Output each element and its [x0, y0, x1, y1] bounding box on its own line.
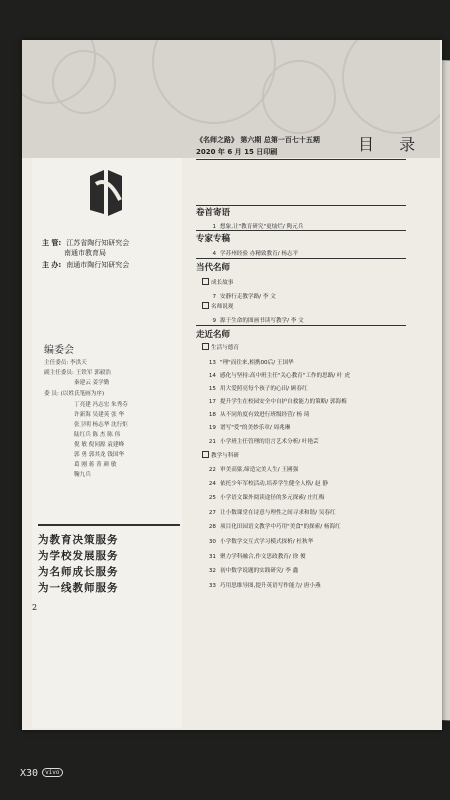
- slogan: 为一线教师服务: [38, 582, 119, 594]
- toc-item: 4 学苏州经验 办精致教育/ 杨志平: [212, 251, 299, 257]
- sponsor-label: 主 办:: [42, 261, 62, 269]
- committee-line: 郭 勇 郭其龙 钱国华: [74, 452, 125, 458]
- toc-item: 19 谱写"爱"的美妙乐章/ 周兆琳: [208, 425, 291, 431]
- toc-item: 32 初中数学说题的实践研究/ 李 鑫: [208, 568, 299, 574]
- toc-item: 17 提升学生在校园安全中自护自救能力的策略/ 郭海梅: [208, 399, 347, 405]
- toc-item: 27 让小数课堂在诗意与理性之间寻求和谐/ 吴春红: [208, 510, 336, 516]
- committee-line: 委 员: (以姓氏笔画为序): [44, 391, 105, 397]
- toc-item: 28 项目化田园语文教学中巧用"美食"的探索/ 杨海红: [208, 524, 341, 530]
- committee-line: 鞠九兵: [74, 472, 91, 478]
- sponsor-row-1b: [64, 248, 106, 258]
- toc-item: 33 巧用思维导图,提升英语写作能力/ 唐小燕: [208, 583, 321, 589]
- committee-line: 许新海 吴建英 张 华: [74, 412, 125, 418]
- toc-item: 9 源于生命的图画书读写教学/ 李 文: [212, 318, 304, 324]
- print-date-line: 2020 年 6 月 15 日印刷: [196, 148, 278, 156]
- toc-item: 1 想象,让"教育研究"更灿烂/ 陶元兵: [212, 224, 304, 230]
- subsection-title: 教学与科研: [202, 451, 239, 459]
- committee-line: 陆红兵 陈 杰 陈 伟: [74, 432, 121, 438]
- committee-line: 丁亮建 冯志宏 朱秀芬: [74, 402, 128, 408]
- committee-line: 副主任委员: 王铁军 郭毅浩: [44, 370, 111, 376]
- toc-item: 13 "理"而往来,相携00后/ 王国华: [208, 360, 294, 366]
- section-divider: [196, 230, 406, 231]
- sponsor-row-2: [42, 260, 129, 270]
- toc-title: 目 录: [358, 135, 426, 154]
- section-divider: [196, 258, 406, 259]
- toc-item: 30 小学数学交互式学习模式探析/ 杜秋华: [208, 539, 314, 545]
- sponsor-value: 江苏省陶行知研究会: [66, 239, 130, 247]
- committee-title: 编委会: [44, 345, 74, 356]
- section-title: 走近名师: [196, 330, 231, 340]
- toc-item: 21 小学班主任管理的语言艺术分析/ 叶艳芸: [208, 439, 319, 445]
- journal-issue-line: 《名师之路》 第六期 总第一百七十五期: [196, 136, 320, 144]
- subsection-title: 成长故事: [202, 278, 233, 286]
- committee-line: 倪 敏 倪同源 袁建峰: [74, 442, 125, 448]
- toc-item: 7 安静行走教学路/ 李 文: [212, 294, 276, 300]
- committee-line: 张卫明 杨志华 沈行炬: [74, 422, 128, 428]
- toc-item: 22 审美高粱,缔造完美人生/ 王國强: [208, 467, 299, 473]
- camera-watermark: [20, 768, 63, 779]
- page-number: 2: [32, 603, 38, 612]
- toc-item: 24 依托少年军校活动,培养学生健全人格/ 赵 静: [208, 481, 328, 487]
- section-divider: [196, 325, 406, 326]
- slogan: 为名师成长服务: [38, 566, 119, 578]
- toc-item: 18 从不同角度有效进行班级经营/ 杨 琦: [208, 412, 310, 418]
- toc-item: 25 小学语文课外阅读途径的多元探索/ 庄红梅: [208, 495, 325, 501]
- sponsor-label: 主 管:: [42, 239, 62, 247]
- camera-model: X30: [20, 768, 39, 779]
- slogan: 为教育决策服务: [38, 534, 119, 546]
- sponsor-row-1: [42, 238, 129, 248]
- section-title: 当代名师: [196, 263, 231, 273]
- camera-brand-badge: vivo: [42, 768, 62, 777]
- committee-line: 葛 刚 蒋 菁 颜 敏: [74, 462, 117, 468]
- committee-line: 主任委员: 李洪天: [44, 360, 87, 366]
- subsection-title: 生活与德育: [202, 343, 239, 351]
- section-title: 专家专稿: [196, 234, 231, 244]
- slogan: 为学校发展服务: [38, 550, 119, 562]
- committee-line: 秦建云 姜学勤: [74, 380, 110, 386]
- journal-logo-icon: [88, 170, 124, 216]
- sponsor-value: 南通市陶行知研究会: [66, 261, 130, 269]
- section-title: 卷首寄语: [196, 208, 231, 218]
- subsection-title: 名师说观: [202, 302, 233, 310]
- slogan-divider: [38, 524, 180, 526]
- sponsor-value: 南通市教育局: [64, 249, 106, 257]
- toc-item: 31 聚力学科融合,作文思政教育/ 徐 俊: [208, 554, 306, 560]
- header-divider: [196, 159, 406, 160]
- toc-item: 15 用大爱照亮每个孩子的心田/ 顾春红: [208, 386, 308, 392]
- toc-item: 14 感化与坚持:高中班主任"关心教育"工作的思路/ 叶 虎: [208, 373, 350, 379]
